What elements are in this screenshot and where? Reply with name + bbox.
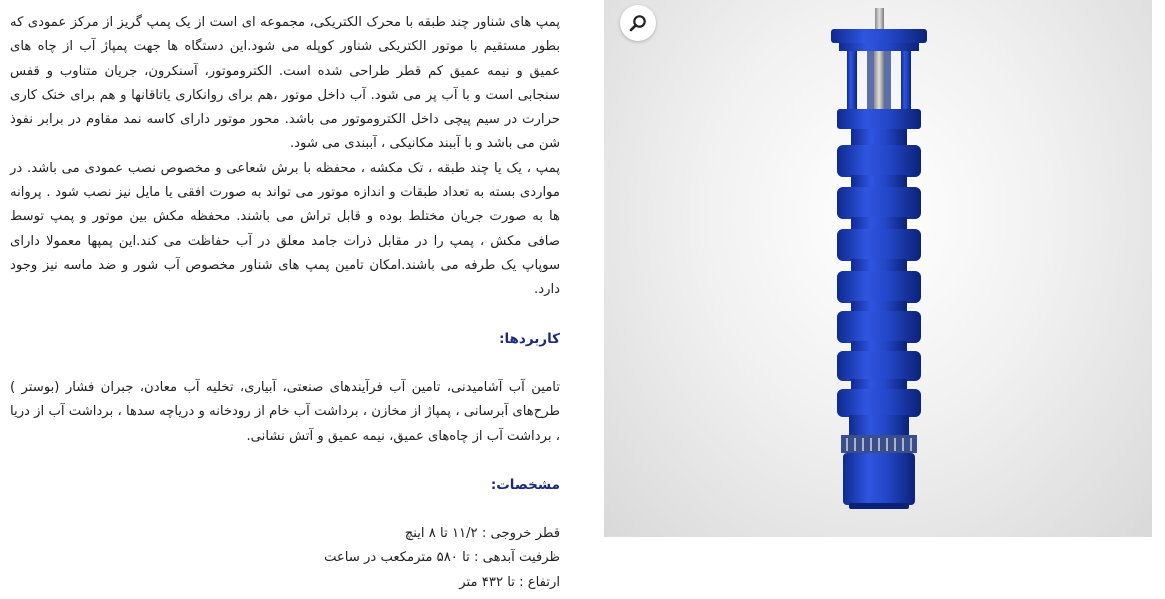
description-paragraph-1: پمپ های شناور چند طبقه با محرک الکتریکی، مجموعه ای است از یک پمپ گریز از مرکز عمودی که بطور مستقیم با موتور الکتریکی شناور کوپله می شود.این دستگاه ها جهت پمپاژ آب از چاه های عمیق و نیمه عمیق کم قطر طراحی شده است. الکتروموتور، آسنکرون، جریان متناوب و قفس سنجابی است و با آب پر می شود. آب داخل موتور ،هم برای روانکاری یاتاقانها و هم برای خنک کاری حرارت در سیم پیچی داخل الکتروموتور می باشد. محور موتور دارای کاسه نمد مقاوم در برابر نفوذ شن می باشد و با آببند مکانیکی ، آببندی می شود. [10,15,560,152]
description-paragraph-2: پمپ ، یک یا چند طبقه ، تک مکشه ، محفظه با برش شعاعی و مخصوص نصب عمودی می باشد. در مواردی بسته به تعداد طبقات و اندازه موتور می تواند به صورت افقی یا مایل نیز نصب شود . پروانه ها به صورت جریان مختلط بوده و قابل تراش می باشند. محفظه مکش بین موتور و پمپ توسط صافی مکش ، پمپ را در مقابل ذرات جامد معلق در آب حفاظت می کند.این پمپها معمولا دارای سوپاپ یک طرفه می باشند.امکان تامین پمپ های شناور مخصوص آب شور و ضد ماسه نیز وجود دارد. [10,160,560,298]
usage-heading: کاربردها: [499,331,560,347]
description-text [10,11,560,303]
specs-list [10,522,560,595]
submersible-pump-icon [819,5,939,510]
product-description [10,0,560,599]
usage-text: تامین آب آشامیدنی، تامین آب فرآیندهای صنعتی، آبیاری، تخلیه آب معادن، جبران فشار (بوستر ) طرح‌های آبرسانی ، پمپاژ از مخازن ، برداشت آب خام از رودخانه و دریاچه سدها ، برداشت آب از دریا ، برداشت آب از چاه‌های عمیق، نیمه عمیق و آتش نشانی. [10,380,560,444]
spec-capacity: ظرفیت آبدهی : تا ۵۸۰ مترمکعب در ساعت [323,550,560,566]
product-image[interactable] [604,0,1152,537]
spec-outlet-diameter: قطر خروجی : ۱۱/۲ تا ۸ اینچ [404,526,560,541]
spec-head: ارتفاع : تا ۴۳۲ متر [459,574,560,590]
specs-heading: مشخصات: [490,477,560,493]
zoom-button[interactable] [620,5,656,41]
search-icon [629,14,647,32]
